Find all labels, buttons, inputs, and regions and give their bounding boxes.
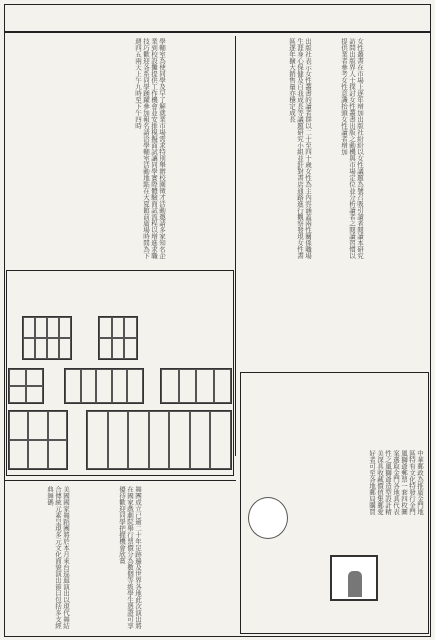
dept-grid-3 bbox=[8, 368, 44, 404]
left-rule bbox=[4, 4, 5, 636]
dance-body-left: 美國國家舞蹈團將於本月來台巡迴演出以現代舞結合傳統元素呈現多元文化面貌演出節目包括多支經典舞碼 bbox=[46, 486, 70, 629]
dance-body-mid: 舞團成立已逾二十年足跡遍及世界各地此次演出將在國家戲劇院舉行票價分為數個等級學生憑證可享優待歡迎同學把握機會欣賞 bbox=[118, 486, 142, 629]
lion-figure-icon bbox=[348, 571, 362, 597]
dance-rule bbox=[4, 480, 236, 481]
dept-grid-7 bbox=[86, 410, 232, 470]
top-rule bbox=[4, 4, 431, 5]
dept-grid-2 bbox=[98, 316, 138, 360]
dept-grid-1 bbox=[22, 316, 72, 360]
masthead-rule bbox=[4, 31, 431, 33]
dept-grid-6 bbox=[8, 410, 68, 470]
col-divider bbox=[235, 36, 236, 456]
article-body-2: 出版社表示女性叢書的讀者群以二十至四十歲女性為主內容涵蓋兩性關係職場生涯身心保健及自我成長等議題研究小組並針對書店通路進行觀察發現女性書區逐年擴大銷售量亦穩定成長 bbox=[288, 38, 312, 259]
dept-grid-4 bbox=[64, 368, 144, 404]
article-body-1: 女性叢書在市場上逐年增加出版社紛紛以女性議題為號召吸引讀者閱讀本研究訪問出版界人士探討女性叢書出版之動機與市場定位並分析讀者之閱讀習慣以提供業者參考女性意識抬頭女性讀者增加 bbox=[340, 38, 364, 259]
stamp-image bbox=[330, 555, 378, 601]
recruit-body: 學輔室為使同學及早了解就業市場需求特別舉辦校園徵才活動邀請多家知名企業到校設攤提供工作機會並安排模擬面試讓同學實際體驗面試流程以增進求職技巧歡迎各系同學踴躍參加報名請洽學輔室活動地點在大夏館前廣場時間為下週四五兩天上午九時至下午四時 bbox=[134, 38, 166, 259]
right-rule bbox=[430, 4, 431, 636]
dept-grid-5 bbox=[160, 368, 232, 404]
bottom-rule bbox=[4, 636, 431, 637]
stamp-news-body: 中華郵政為推廣金門地區特有文化特發行金門風獅爺郵票一套四枚圖案選取金門各地具代表性之風獅爺造型設計精美深具收藏價值集郵愛好者可至各地郵局購買 bbox=[368, 450, 424, 515]
snoopy-illustration bbox=[248, 497, 288, 539]
